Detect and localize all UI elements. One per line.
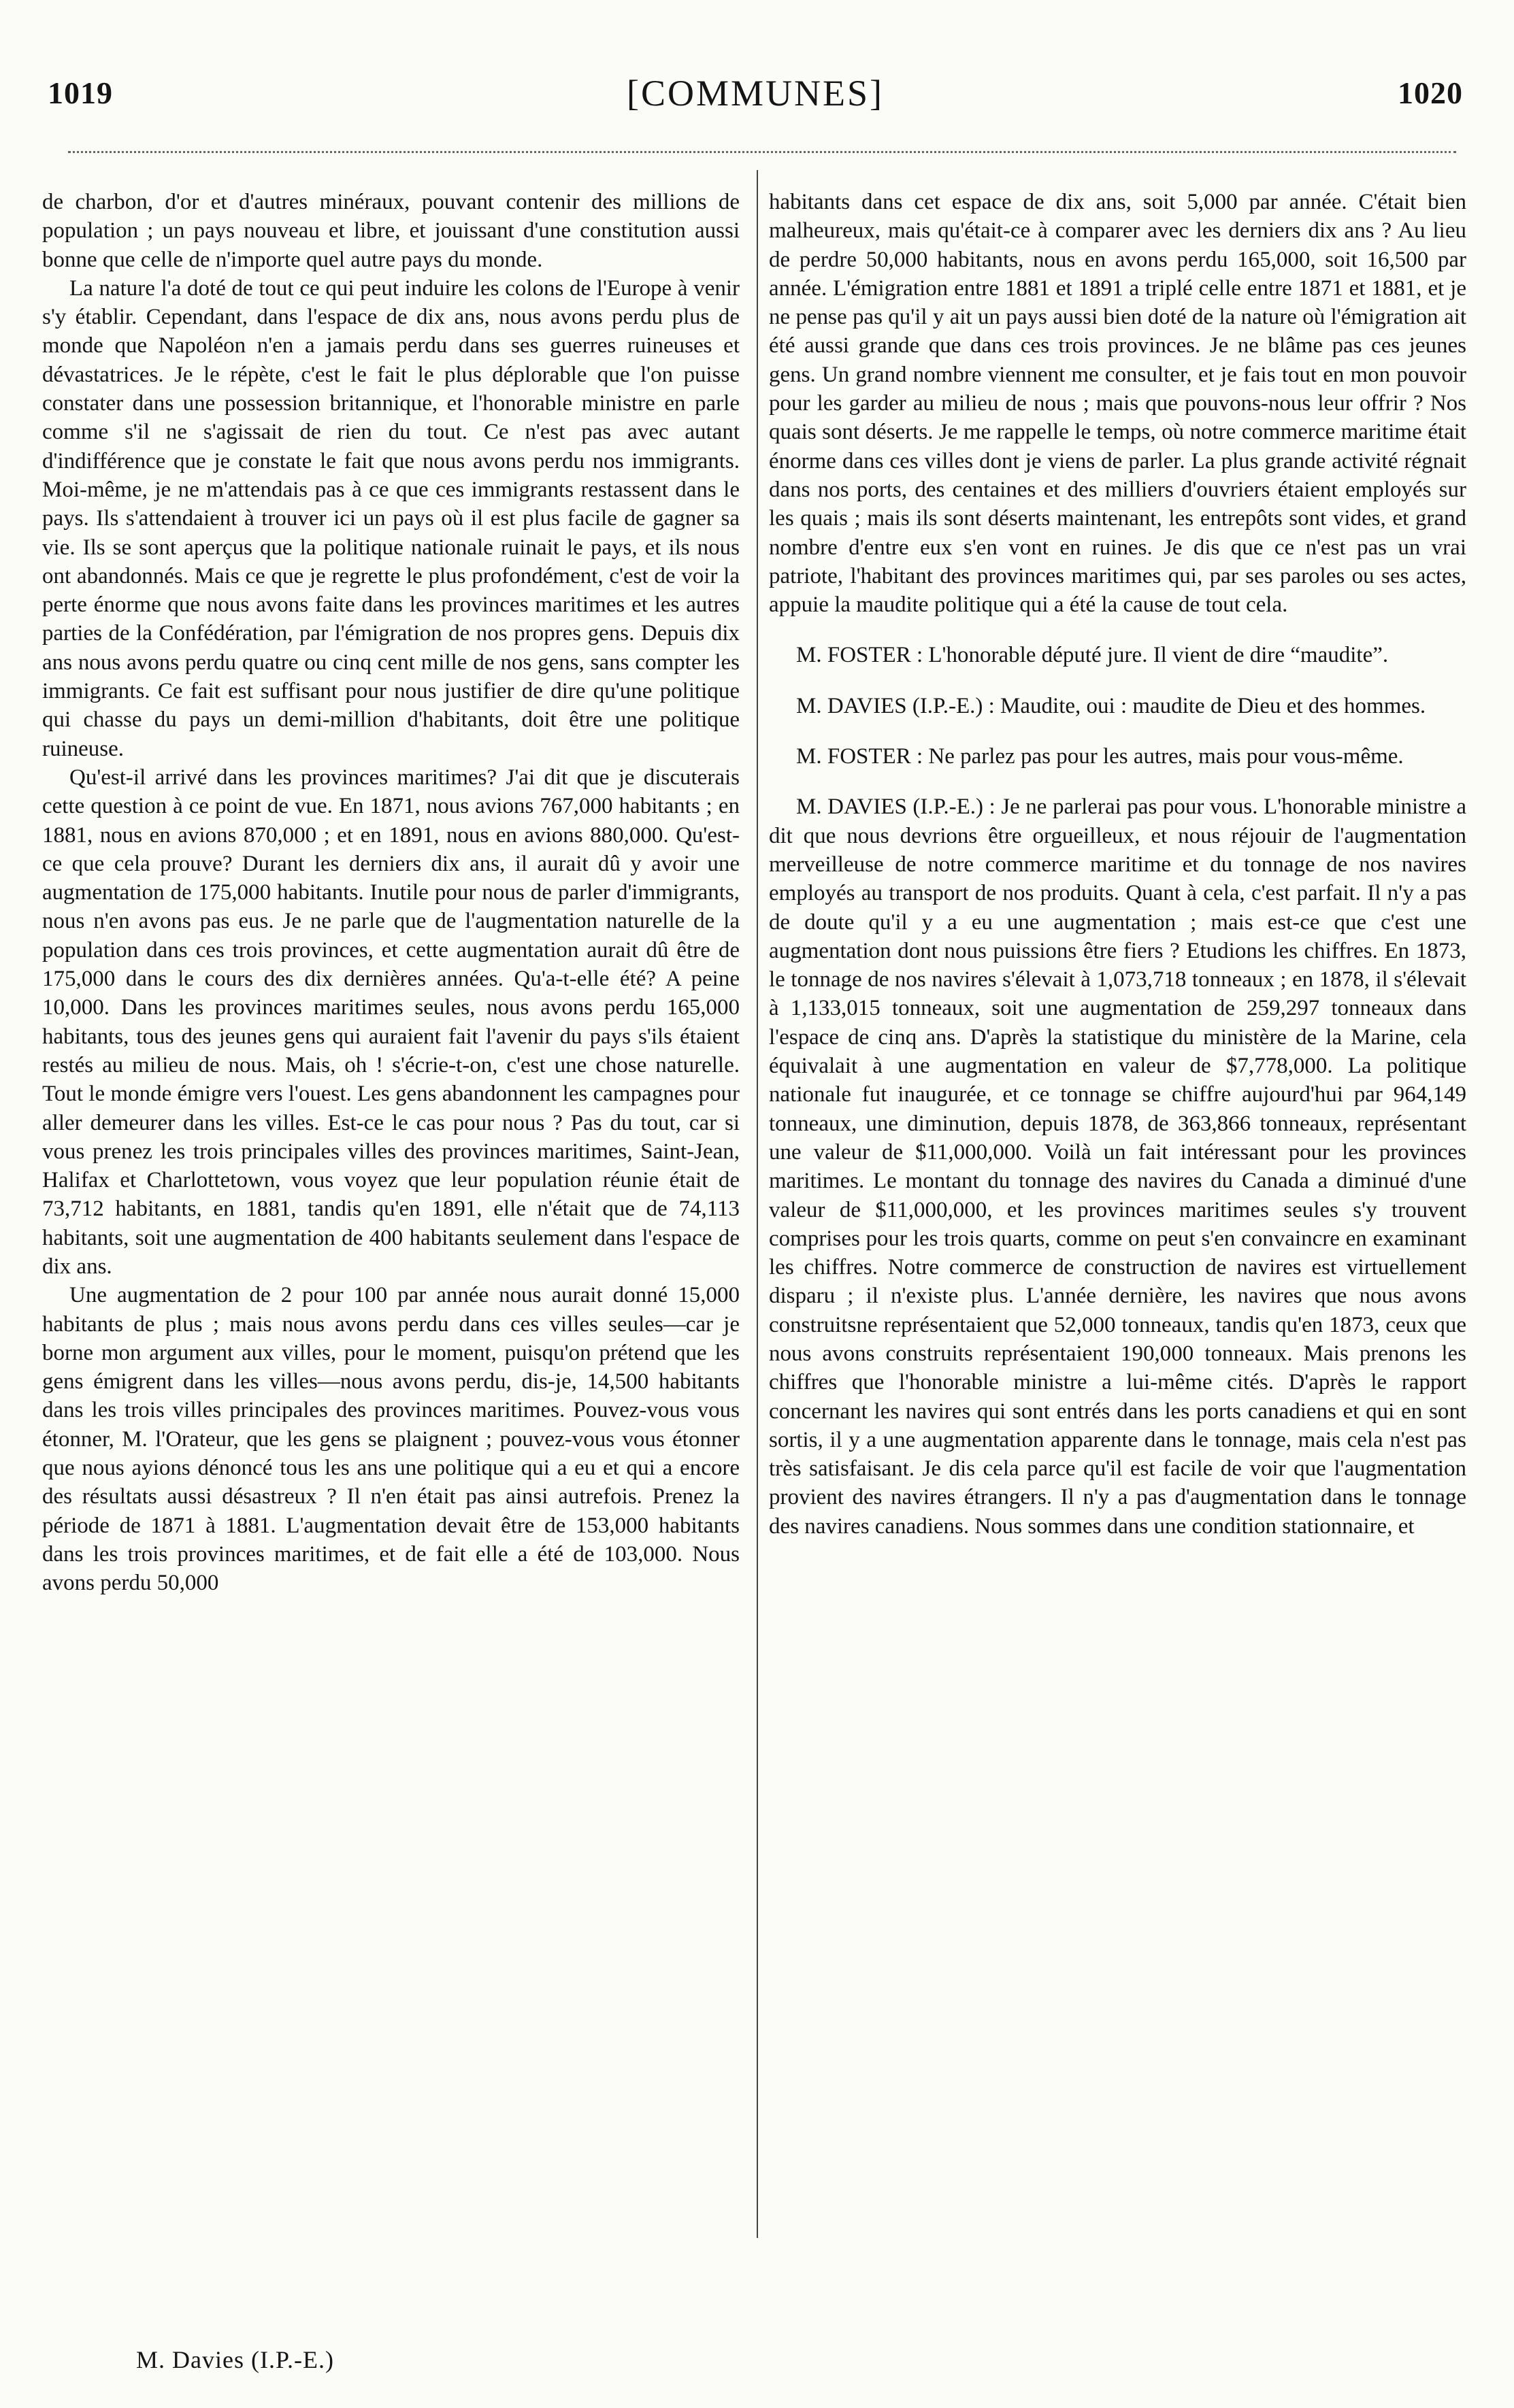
page-title: [COMMUNES] bbox=[626, 73, 885, 114]
right-column bbox=[769, 188, 1466, 2378]
speaker-paragraph: M. DAVIES (I.P.-E.) : Maudite, oui : maudite de Dieu et des hommes. bbox=[796, 693, 1426, 718]
left-column bbox=[42, 188, 740, 2378]
page-header bbox=[41, 68, 1470, 129]
paragraph: Qu'est-il arrivé dans les provinces maritimes? J'ai dit que je discuterais cette question à ce point de vue. En 1871, nous avions 767,000 habitants ; en 1881, nous en avions 870,000 ; et en 1891, nous en avions 880,000. Qu'est-ce que cela prouve? Durant les derniers dix ans, il aurait dû y avoir une augmentation de 175,000 habitants. Inutile pour nous de parler d'immigrants, nous n'en avons pas eus. Je ne parle que de l'augmentation naturelle de la population dans ces trois provinces, et cette augmentation aurait dû être de 175,000 dans le cours des dix dernières années. Qu'a-t-elle été? A peine 10,000. Dans les provinces maritimes seules, nous avons perdu 165,000 habitants, tous des jeunes gens qui auraient fait l'avenir du pays s'ils étaient restés au milieu de nous. Mais, oh ! s'écrie-t-on, c'est une chose naturelle. Tout le monde émigre vers l'ouest. Les gens abandonnent les campagnes pour aller demeurer dans les villes. Est-ce le cas pour nous ? Pas du tout, car si vous prenez les trois principales villes des provinces maritimes, Saint-Jean, Halifax et Charlottetown, vous voyez que leur population réunie était de 73,712 habitants, en 1881, tandis qu'en 1891, elle n'était que de 74,113 habitants, soit une augmentation de 400 habitants seulement dans l'espace de dix ans. bbox=[42, 765, 740, 1279]
left-page-number: 1019 bbox=[48, 76, 113, 110]
column-divider bbox=[757, 170, 758, 2238]
running-footer-speaker: M. Davies (I.P.-E.) bbox=[136, 2346, 334, 2373]
speaker-paragraph: M. FOSTER : L'honorable député jure. Il vient de dire “maudite”. bbox=[796, 643, 1389, 668]
paragraph: La nature l'a doté de tout ce qui peut induire les colons de l'Europe à venir s'y établir. Cependant, dans l'espace de dix ans, nous avons perdu plus de monde que Napoléon n'en a jamais perdu dans ses guerres ruineuses et dévastatrices. Je le répète, c'est le fait le plus déplorable que l'on puisse constater dans une possession britannique, et l'honorable ministre en parle comme s'il ne s'agissait de rien du tout. Ce n'est pas avec autant d'indifférence que je constate le fait que nous avons perdu nos immigrants. Moi-même, je ne m'attendais pas à ce que ces immigrants restassent dans le pays. Ils s'attendaient à trouver ici un pays où il est plus facile de gagner sa vie. Ils se sont aperçus que la politique nationale ruinait le pays, et ils nous ont abandonnés. Mais ce que je regrette le plus profondément, c'est de voir la perte énorme que nous avons faite dans les provinces maritimes et les autres parties de la Confédération, par l'émigration de nos propres gens. Depuis dix ans nous avons perdu quatre ou cinq cent mille de nos gens, sans compter les immigrants. Ce fait est suffisant pour nous justifier de dire qu'une politique qui chasse du pays un demi-million d'habitants, doit être une politique ruineuse. bbox=[42, 275, 740, 761]
paragraph: habitants dans cet espace de dix ans, soit 5,000 par année. C'était bien malheureux, mais qu'était-ce à comparer avec les derniers dix ans ? Au lieu de perdre 50,000 habitants, nous en avons perdu 165,000, soit 16,500 par année. L'émigration entre 1881 et 1891 a triplé celle entre 1871 et 1881, et je ne pense pas qu'il y ait un pays aussi bien doté de la nature où l'émigration ait été aussi grande que dans ces trois provinces. Je ne blâme pas ces jeunes gens. Un grand nombre viennent me consulter, et je fais tout en mon pouvoir pour les garder au milieu de nous ; mais que pouvons-nous leur offrir ? Nos quais sont déserts. Je me rappelle le temps, où notre commerce maritime était énorme dans ces villes dont je viens de parler. La plus grande activité régnait dans nos ports, des centaines et des milliers d'ouvriers étaient employés sur les quais ; mais ils sont déserts maintenant, les entrepôts sont vides, et grand nombre d'entre eux s'en vont en ruines. Je dis que ce n'est pas un vrai patriote, l'habitant des provinces maritimes qui, par ses paroles ou ses actes, appuie la maudite politique qui a été la cause de tout cela. bbox=[769, 190, 1466, 618]
right-page-number: 1020 bbox=[1398, 76, 1463, 110]
paragraph: Une augmentation de 2 pour 100 par année nous aurait donné 15,000 habitants de plus ; mais nous avons perdu dans ces villes seules—car je borne mon argument aux villes, pour le moment, puisqu'on prétend que les gens émigrent dans les villes—nous avons perdu, dis-je, 14,500 habitants dans les trois villes principales des provinces maritimes. Pouvez-vous vous étonner, M. l'Orateur, que les gens se plaignent ; pouvez-vous vous étonner que nous ayions dénoncé tous les ans une politique qui a eu et qui a encore des résultats aussi désastreux ? Il n'en était pas ainsi autrefois. Prenez la période de 1871 à 1881. L'augmentation devait être de 153,000 habitants dans les trois provinces maritimes, et de fait elle a été de 103,000. Nous avons perdu 50,000 bbox=[42, 1283, 740, 1596]
paragraph: de charbon, d'or et d'autres minéraux, pouvant contenir des millions de population ; un pays nouveau et libre, et jouissant d'une constitution aussi bonne que celle de n'importe quel autre pays du monde. bbox=[42, 190, 740, 272]
header-rule bbox=[68, 151, 1456, 153]
speaker-paragraph: M. DAVIES (I.P.-E.) : Je ne parlerai pas pour vous. L'honorable ministre a dit que nous devrions être orgueilleux, et nous réjouir de l'augmentation merveilleuse de notre commerce maritime et du tonnage de nos navires employés au transport de nos produits. Quant à cela, c'est parfait. Il n'y a pas de doute qu'il y a eu une augmentation ; mais est-ce que c'est une augmentation dont nous puissions être fiers ? Etudions les chiffres. En 1873, le tonnage de nos navires s'élevait à 1,073,718 tonneaux ; en 1878, il s'élevait à 1,133,015 tonneaux, soit une augmentation de 259,297 tonneaux dans l'espace de cinq ans. D'après la statistique du ministère de la Marine, cela équivalait à une augmentation en valeur de $7,778,000. La politique nationale fut inaugurée, et ce tonnage se chiffre aujourd'hui par 964,149 tonneaux, une diminution, depuis 1878, de 363,866 tonneaux, représentant une valeur de $11,000,000. Voilà un fait intéressant pour les provinces maritimes. Le montant du tonnage des navires du Canada a diminué d'une valeur de $11,000,000, et les provinces maritimes seules s'y trouvent comprises pour les trois quarts, comme on peut s'en convaincre en examinant les chiffres. Notre commerce de construction de navires est virtuellement disparu ; il n'existe plus. L'année dernière, les navires que nous avons construitsne représentaient que 52,000 tonneaux, tandis qu'en 1873, ceux que nous avons construits représentaient 190,000 tonneaux. Mais prenons les chiffres que l'honorable ministre a lui-même cités. D'après le rapport concernant les navires qui sont entrés dans les ports canadiens et qui en sont sortis, il y a une augmentation apparente dans le tonnage, mais cela n'est pas très satisfaisant. Je dis cela parce qu'il est facile de voir que l'augmentation provient des navires étrangers. Il n'y a pas d'augmentation dans le tonnage des navires canadiens. Nous sommes dans une condition stationnaire, et bbox=[769, 795, 1466, 1539]
speaker-paragraph: M. FOSTER : Ne parlez pas pour les autres, mais pour vous-même. bbox=[796, 744, 1404, 769]
